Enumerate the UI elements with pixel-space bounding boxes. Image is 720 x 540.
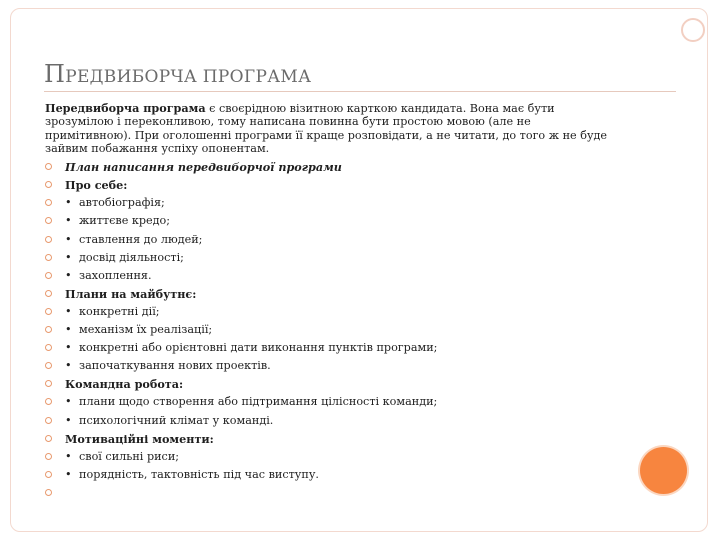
list-heading: Мотиваційні моменти: — [65, 431, 214, 446]
list-item — [45, 321, 615, 339]
intro-text: є своєрідною візитною карткою кандидата. Вона має бути зрозумілою і переконливою, тому написана повинна бути простою мовою (але не примітивною). При оголошенні програми її краще розповідати, а не читати, до того ж не буде зайвим побажання успіху опонентам. — [45, 102, 608, 155]
circle-bullet-icon — [45, 326, 52, 333]
circle-bullet-icon — [45, 163, 52, 170]
list-item — [45, 339, 615, 357]
list-item — [45, 267, 615, 285]
circle-bullet-icon — [45, 236, 52, 243]
title-first-letter: П — [44, 60, 66, 88]
bullet-dot: • — [65, 323, 72, 337]
circle-bullet-icon — [45, 272, 52, 279]
bullet-dot: • — [65, 467, 72, 481]
list-item — [45, 231, 615, 249]
circle-bullet-icon — [45, 308, 52, 315]
list-item — [45, 357, 615, 375]
circle-bullet-icon — [45, 344, 52, 351]
list-item — [45, 303, 615, 321]
intro-paragraph — [45, 102, 615, 155]
bullet-dot: • — [65, 268, 72, 282]
list-item-text: захоплення. — [79, 268, 152, 282]
list-item — [45, 448, 615, 466]
bullet-dot: • — [65, 395, 72, 409]
circle-bullet-icon — [45, 362, 52, 369]
list-item-text: психологічний клімат у команді. — [79, 413, 274, 427]
circle-bullet-icon — [45, 181, 52, 188]
bullet-dot: • — [65, 359, 72, 373]
bullet-dot: • — [65, 304, 72, 318]
orange-circle-icon — [640, 447, 687, 494]
list-heading: Командна робота: — [65, 377, 184, 392]
list-heading: Про себе: — [65, 178, 128, 193]
intro-bold: Передвиборча програма — [45, 101, 206, 115]
slide-content — [45, 102, 615, 502]
bullet-dot: • — [65, 196, 72, 210]
bullet-dot: • — [65, 232, 72, 246]
list-item-text: свої сильні риси; — [79, 449, 180, 463]
circle-bullet-icon — [45, 489, 52, 496]
bullet-dot: • — [65, 413, 72, 427]
corner-circle-icon — [681, 18, 705, 42]
list-item-text: досвід діяльності; — [79, 250, 184, 264]
list-item — [45, 158, 615, 176]
list-item-text: порядність, тактовність під час виступу. — [79, 467, 319, 481]
list-heading: Плани на майбутнє: — [65, 286, 197, 301]
list-item — [45, 484, 615, 502]
circle-bullet-icon — [45, 290, 52, 297]
bullet-dot: • — [65, 214, 72, 228]
list-item-text: плани щодо створення або підтримання цілісності команди; — [79, 395, 438, 409]
list-item-text: конкретні або орієнтовні дати виконання пунктів програми; — [79, 341, 438, 355]
circle-bullet-icon — [45, 398, 52, 405]
list-item — [45, 194, 615, 212]
circle-bullet-icon — [45, 435, 52, 442]
list-item — [45, 430, 615, 448]
list-item — [45, 375, 615, 393]
list-item-text: життєве кредо; — [79, 214, 171, 228]
bullet-dot: • — [65, 449, 72, 463]
list-item — [45, 176, 615, 194]
list-item — [45, 393, 615, 411]
list-item — [45, 466, 615, 484]
circle-bullet-icon — [45, 417, 52, 424]
list-item-text: автобіографія; — [79, 196, 165, 210]
list-item-text: ставлення до людей; — [79, 232, 203, 246]
list-item-text: механізм їх реалізації; — [79, 323, 213, 337]
circle-bullet-icon — [45, 217, 52, 224]
circle-bullet-icon — [45, 471, 52, 478]
title-rest: РЕДВИБОРЧА ПРОГРАМА — [65, 67, 312, 87]
list-item-text: конкретні дії; — [79, 304, 160, 318]
list-item — [45, 249, 615, 267]
list-item — [45, 285, 615, 303]
title-divider — [44, 91, 676, 92]
circle-bullet-icon — [45, 199, 52, 206]
bullet-dot: • — [65, 250, 72, 264]
circle-bullet-icon — [45, 380, 52, 387]
slide-title — [44, 60, 311, 88]
list-heading: План написання передвиборчої програми — [65, 160, 342, 175]
list-item-text: започаткування нових проектів. — [79, 359, 271, 373]
bullet-dot: • — [65, 341, 72, 355]
circle-bullet-icon — [45, 453, 52, 460]
program-list — [45, 158, 615, 502]
list-item — [45, 412, 615, 430]
list-item — [45, 212, 615, 230]
circle-bullet-icon — [45, 254, 52, 261]
